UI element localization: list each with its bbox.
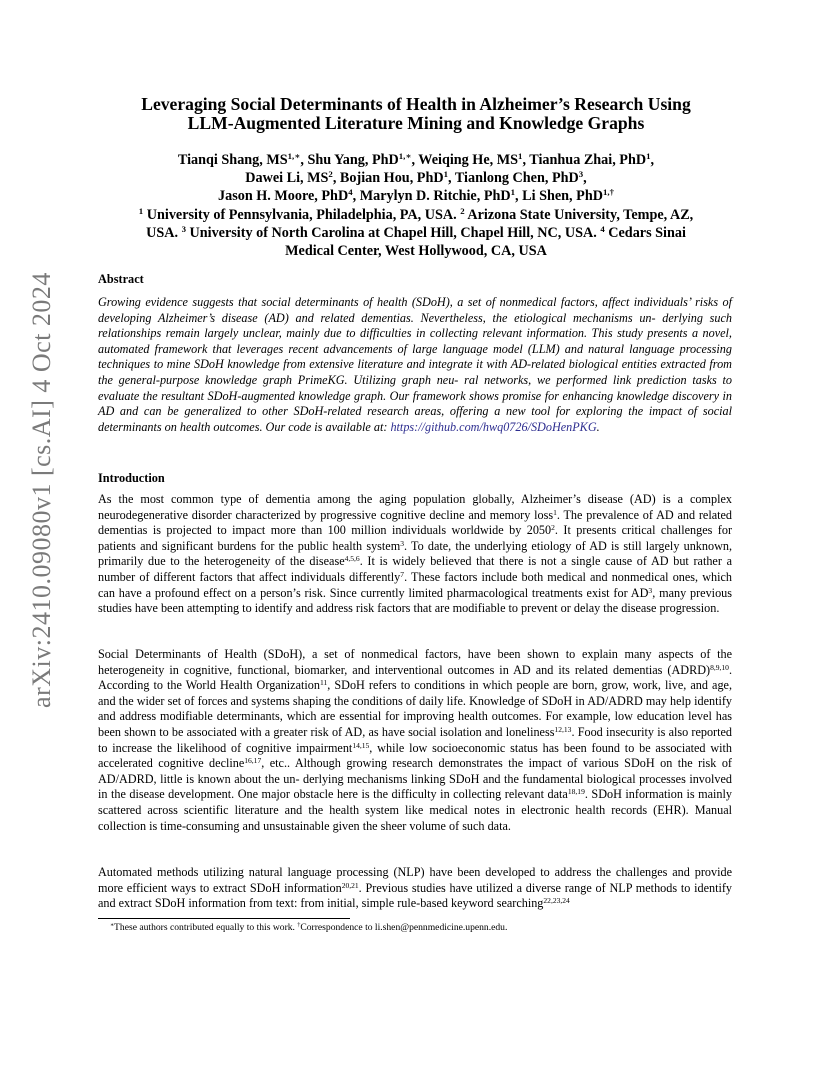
affiliation-line xyxy=(96,224,736,242)
text-run: SDoH in AD/ADRD may help identify and address modifiable determinants, which are essential for improving health xyxy=(98,693,733,724)
author-line xyxy=(96,151,736,169)
superscript: 1 xyxy=(553,507,557,517)
text-run: USA. xyxy=(146,224,182,241)
abstract-line: Growing evidence suggests that social determinants of health (SDoH), a set of nonmedical factors, affect individuals’ xyxy=(98,295,696,309)
footnote-rule xyxy=(98,918,350,919)
text-run: and related dementias is projected to impact more than 100 million individuals worldwide by 2050 xyxy=(98,507,733,538)
superscript: 1 xyxy=(510,187,516,198)
text-run: factors that are modifiable to prevent or delay the disease progression. xyxy=(377,601,720,616)
introduction-heading: Introduction xyxy=(98,471,165,485)
superscript: † xyxy=(297,922,301,929)
text-run: University of North Carolina at Chapel Hill, Chapel Hill, NC, USA. xyxy=(185,224,601,241)
superscript: 3 xyxy=(400,538,404,548)
superscript: 1 xyxy=(518,151,523,162)
paragraph-line xyxy=(98,865,695,879)
text-run: , Li Shen, PhD xyxy=(515,188,603,205)
text-run: Automated methods utilizing natural language processing (NLP) have been developed to address the challenges and xyxy=(98,865,690,879)
superscript: 14,15 xyxy=(352,740,370,750)
text-run: both medical and nonmedical ones, which can have a profound effect on a person’s risk. Since currently limited xyxy=(98,569,732,600)
superscript: 22,23,24 xyxy=(543,896,570,906)
superscript: 3 xyxy=(578,169,584,180)
text-run: outcomes. For example, low education level has been shown to be associated with a greater risk of AD, as have social xyxy=(98,709,733,739)
text-run: , SDoH refers to conditions in which people are born, xyxy=(327,678,598,693)
text-run: As the most common type of dementia among the aging population globally, Alzheimer’s disease (AD) is a complex xyxy=(98,492,732,506)
affiliation-line xyxy=(96,242,736,260)
superscript: 1 xyxy=(646,151,651,162)
text-run: . To date, the underlying etiology of AD xyxy=(403,538,607,553)
text-run: Tianqi Shang, MS xyxy=(177,152,288,168)
author-line xyxy=(96,187,736,205)
text-run: grow, work, live, and age, and the wider set of forces and systems shaping the conditions of daily life. Knowledge of xyxy=(98,678,732,708)
text-run: pharmacological treatments exist for AD xyxy=(446,585,649,600)
abstract-line: study presents a novel, automated framework that leverages recent advancements of large language model (LLM) xyxy=(98,326,732,356)
text-run: , Tianhua Zhai, PhD xyxy=(522,152,647,168)
text-run: . According to the World Health Organization xyxy=(98,662,732,693)
text-run: University of Pennsylvania, Philadelphia, PA, USA. xyxy=(143,206,461,223)
superscript: 20,21 xyxy=(341,880,359,890)
text-run: . These factors include xyxy=(404,569,518,584)
text-run: provide more efficient ways to extract SDoH information xyxy=(98,865,732,895)
text-run: Arizona State University, Tempe, AZ, xyxy=(464,206,694,223)
abstract-line: research areas, offering a new tool for exploring the impact of social determinants on health outcomes. Our code is xyxy=(98,404,732,434)
text-run: . The prevalence of AD xyxy=(556,507,674,522)
text-run: , Tianlong Chen, PhD xyxy=(448,170,579,187)
superscript: 1,∗ xyxy=(398,151,412,162)
text-run: Correspondence to li.shen@pennmedicine.upenn.edu. xyxy=(300,922,508,933)
text-run: while low socioeconomic status has been found to be associated with accelerated cognitive decline xyxy=(98,740,733,771)
intro-paragraph-2 xyxy=(98,647,732,834)
text-run: , xyxy=(583,170,587,187)
text-run: These authors contributed equally to this work. xyxy=(114,922,298,933)
paragraph-line xyxy=(377,601,719,615)
text-run: isolation and loneliness xyxy=(439,724,555,739)
text-run: growing research demonstrates the impact of various SDoH on the risk of AD/ADRD, little is known about the un- xyxy=(98,756,732,786)
text-run: Medical Center, West Hollywood, CA, USA xyxy=(285,243,547,260)
abstract-heading: Abstract xyxy=(98,272,144,286)
author-line xyxy=(96,169,736,187)
text-run: is still largely unknown, primarily due to the heterogeneity of the disease xyxy=(98,538,733,569)
affiliation-line xyxy=(96,206,736,224)
paragraph-line xyxy=(98,647,717,661)
superscript: 18,19 xyxy=(567,787,585,797)
intro-paragraph-3 xyxy=(98,865,732,912)
code-repository-link[interactable]: https://github.com/hwq0726/SDoHenPKG xyxy=(390,419,597,434)
superscript: 1,† xyxy=(602,187,614,198)
abstract-line: and natural language processing techniques to mine SDoH knowledge from extensive literature and integrate it with xyxy=(98,341,732,372)
abstract-text xyxy=(98,295,732,435)
text-run: , many previous studies have been attempting to identify and address risk xyxy=(98,585,732,616)
superscript: 1 xyxy=(138,205,144,216)
abstract-code-suffix: . xyxy=(596,419,600,434)
text-run: the heterogeneity in cognitive, functional, biomarker, and interventional outcomes in AD and its related dementias xyxy=(98,647,732,677)
superscript: 7 xyxy=(400,569,405,579)
abstract-line: framework shows promise for enhancing knowledge discovery in AD and can be generalized to other SDoH-related xyxy=(98,388,732,419)
superscript: ∗ xyxy=(110,922,115,929)
text-run: single cause of AD but rather a number of different factors that affect individuals differently xyxy=(98,554,732,584)
text-run: time-consuming and unsustainable given the sheer volume of such data. xyxy=(160,818,511,833)
abstract-line: derlying such relationships remain largely unclear, mainly due to difficulties in collecting relevant information. This xyxy=(98,310,732,341)
author-affiliation-block xyxy=(96,151,736,260)
text-run: Dawei Li, MS xyxy=(245,170,329,187)
arxiv-identifier-margin xyxy=(22,272,62,708)
paragraph-line xyxy=(98,508,677,522)
text-run: Cedars Sinai xyxy=(604,224,686,241)
paper-title-line: Leveraging Social Determinants of Health in Alzheimer’s Research Using xyxy=(141,94,691,114)
superscript: 2 xyxy=(328,169,333,180)
paper-title-line: LLM-Augmented Literature Mining and Knowledge Graphs xyxy=(187,113,645,133)
superscript: 1 xyxy=(443,169,448,180)
superscript: 4 xyxy=(600,223,605,234)
superscript: 3 xyxy=(648,585,653,595)
text-run: , Marylyn D. Ritchie, PhD xyxy=(352,188,511,205)
text-run: methods to identify and extract SDoH information from text: from initial, simple rule-based keyword searching xyxy=(98,880,733,911)
text-run: , Weiqing He, MS xyxy=(411,152,519,168)
text-run: , xyxy=(369,740,373,755)
superscript: 2 xyxy=(551,523,555,533)
arxiv-identifier: arXiv:2410.09080v1 [cs.AI] 4 Oct 2024 xyxy=(27,272,56,708)
text-run: . Previous studies have utilized a diverse range of NLP xyxy=(358,880,633,895)
superscript: 8,9,10 xyxy=(710,662,729,672)
text-run: challenges for patients and significant burdens for the public health system xyxy=(98,523,733,553)
footnote xyxy=(110,922,730,934)
superscript: 11 xyxy=(319,678,328,688)
superscript: 1,∗ xyxy=(287,151,301,162)
intro-paragraph-1 xyxy=(98,492,732,617)
text-run: , xyxy=(650,152,655,168)
abstract-line: risks of developing Alzheimer’s disease (AD) and related dementias. Nevertheless, the etiological mechanisms un- xyxy=(98,295,732,325)
text-run: . It is widely believed that there is not a xyxy=(359,554,567,569)
text-run: One major obstacle here is the difficulty in collecting relevant data xyxy=(237,787,568,802)
text-run: neurodegenerative disorder characterized by progressive cognitive decline and memory loss xyxy=(98,507,554,522)
text-run: , etc.. Although xyxy=(261,756,341,771)
text-run: , Bojian Hou, PhD xyxy=(332,170,444,187)
superscript: 4,5,6 xyxy=(344,554,360,564)
text-run: (ADRD) xyxy=(667,662,711,677)
text-run: . It presents critical xyxy=(554,523,656,538)
text-run: . SDoH information is mainly scattered across xyxy=(98,787,733,817)
text-run: , Shu Yang, PhD xyxy=(300,152,399,168)
abstract-line: ral networks, we performed link prediction tasks to evaluate the resultant SDoH-augmented knowledge graph. Our xyxy=(98,372,732,403)
paper-title xyxy=(96,95,736,133)
paragraph-line xyxy=(98,492,732,506)
text-run: . Food insecurity is also reported to increase the likelihood of cognitive impairment xyxy=(98,724,733,755)
superscript: 4 xyxy=(348,187,353,198)
abstract-code-prefix: available at: xyxy=(325,419,391,434)
abstract-body xyxy=(98,295,732,434)
abstract-line: AD-related biological entities extracted from the general-purpose knowledge graph PrimeKG. Utilizing graph neu- xyxy=(98,357,732,387)
superscript: 2 xyxy=(460,205,465,216)
superscript: 3 xyxy=(181,223,186,234)
text-run: scientific literature and the health system like medical notes in electronic health records (EHR). Manual collection is xyxy=(98,802,733,833)
text-run: Jason H. Moore, PhD xyxy=(218,188,349,205)
text-run: derlying mechanisms linking SDoH and the fundamental biological processes involved in the disease development. xyxy=(98,771,732,802)
superscript: 16,17 xyxy=(244,756,262,765)
text-run: Social Determinants of Health (SDoH), a set of nonmedical factors, have been shown to explain many aspects of xyxy=(98,647,711,661)
paragraph-line xyxy=(160,819,511,833)
superscript: 12,13 xyxy=(554,724,572,734)
